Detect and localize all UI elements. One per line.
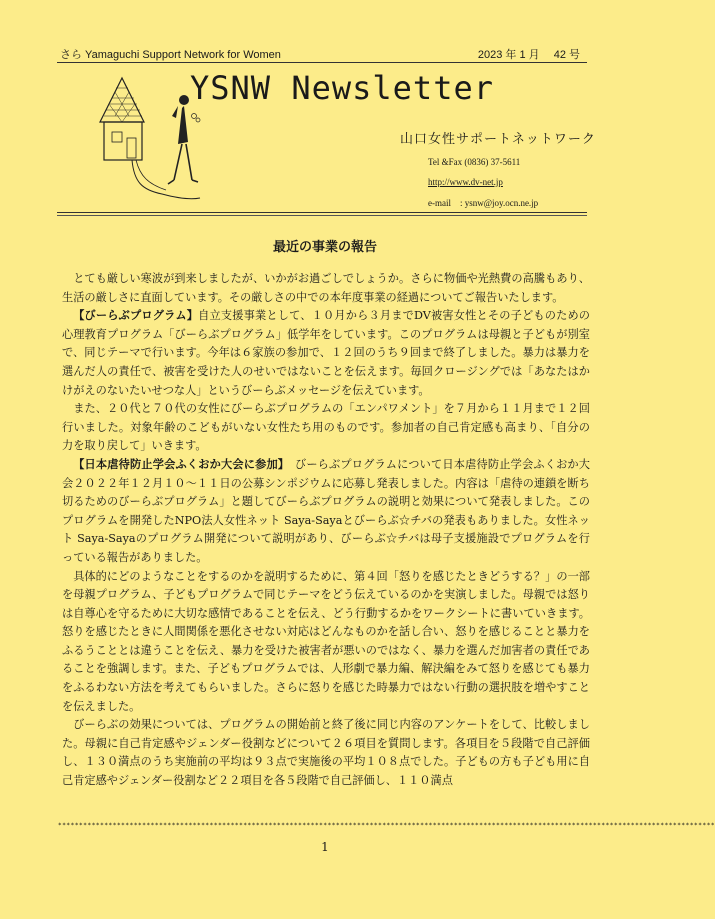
masthead-rule: [57, 212, 587, 213]
email-address: e-mail : ysnw@joy.ocn.ne.jp: [428, 198, 539, 208]
issue-date: 2023 年 1 月 42 号: [477, 49, 580, 61]
header-org-text: さら Yamaguchi Support Network for Women: [60, 49, 281, 61]
paragraph-demonstration: 具体的にどのようなことをするのかを説明するために、第４回「怒りを感じたときどうする？」の一部を母親プログラム、子どもプログラムで同じテーマをどう伝えているのかを実演しました。母親では怒りは自尊心を守るために大切な感情であることを伝え、どう行動するかをワークシートに書いていきます。怒りを感じたときに人間関係を悪化させない対応はどんなものかを話し合い、怒りを感じることと暴力をふるうこととは違うことを伝え、暴力を受けた被害者が悪いのではなく、暴力を選んだ加害者の責任であることを強調します。また、子どもプログラムでは、人形劇で暴力編、解決編をみて怒りを感じても暴力をふるわない方法を考えてもらいました。さらに怒りを感じた時暴力ではない行動の選択肢を増やすことを伝えました。: [62, 569, 590, 713]
paragraph-conference: [62, 456, 590, 568]
paragraph-empowerment: また、２０代と７０代の女性にびーらぶプログラムの「エンパワメント」を７月から１１月まで１２回行いました。対象年齢のこどもがいない女性たち用のものです。参加者の自己肯定感も高まり、「自分の力を取り戻して」いきます。: [62, 402, 590, 453]
org-name: 山口女性サポートネットワーク: [400, 132, 596, 147]
masthead-rule-secondary: [57, 215, 587, 216]
paragraph-effects: びーらぶの効果については、プログラムの開始前と終了後に同じ内容のアンケートをして、比較しました。母親に自己肯定感やジェンダー役割などについて２６項目を質問します。各項目を５段階で自己評価し、１３０満点のうち実施前の平均は９３点で実施後の平均１０８点でした。子どもの方も子ども用に自己肯定感やジェンダー役割など２２項目を各５段階で自己評価し、１１０満点: [62, 718, 590, 788]
paragraph-program: [62, 307, 590, 400]
article-heading: 最近の事業の報告: [272, 240, 377, 255]
article-body: [62, 270, 590, 791]
website-link[interactable]: http://www.dv-net.jp: [428, 177, 503, 187]
section-label-program: 【びーらぶプログラム】: [73, 309, 199, 323]
newsletter-title: YSNW Newsletter: [190, 69, 494, 107]
page-number: 1: [321, 840, 329, 854]
paragraph-program-text: 自立支援事業として、１０月から３月までDV被害女性とその子どものための心理教育プログラム「びーらぶプログラム」低学年をしています。このプログラムは母親と子どもが別室で、同じテーマで行います。今年は６家族の参加で、１２回のうち９回まで終了しました。暴力は暴力を選んだ人の責任で、被害を受けた人のせいではないことを伝えます。毎回クロージングでは「あなたはかけがえのないたいせつな人」というびーらぶメッセージを伝えています。: [62, 309, 590, 397]
section-label-conference: 【日本虐待防止学会ふくおか大会に参加】: [73, 457, 284, 471]
paragraph-intro: とても厳しい寒波が到来しましたが、いかがお過ごしでしょうか。さらに物価や光熱費の高騰もあり、生活の厳しさに直面しています。その厳しさの中での本年度事業の経過についてご報告いたします。: [62, 272, 590, 304]
tel-fax: Tel &Fax (0836) 37-5611: [428, 157, 521, 167]
header-rule: [57, 62, 587, 63]
paragraph-conference-text: びーらぶプログラムについて日本虐待防止学会ふくおか大会２０２２年１２月１０～１１日の公募シンポジウムに応募し発表しました。内容は「虐待の連鎖を断ち切るためのびーらぶプログラム」と題してびーらぶプログラムの説明と効果について発表しました。このプログラムを開発したNPO法人女性ネット Saya-Sayaとびーらぶ☆チバの発表もありました。女性ネット Saya-Sayaのプログラム開発について説明があり、びーらぶ☆チバは母子支援施設でプログラムを行っている報告がありました。: [62, 457, 590, 564]
star-divider: ************************************************************************************************************************************************************: [58, 822, 715, 829]
